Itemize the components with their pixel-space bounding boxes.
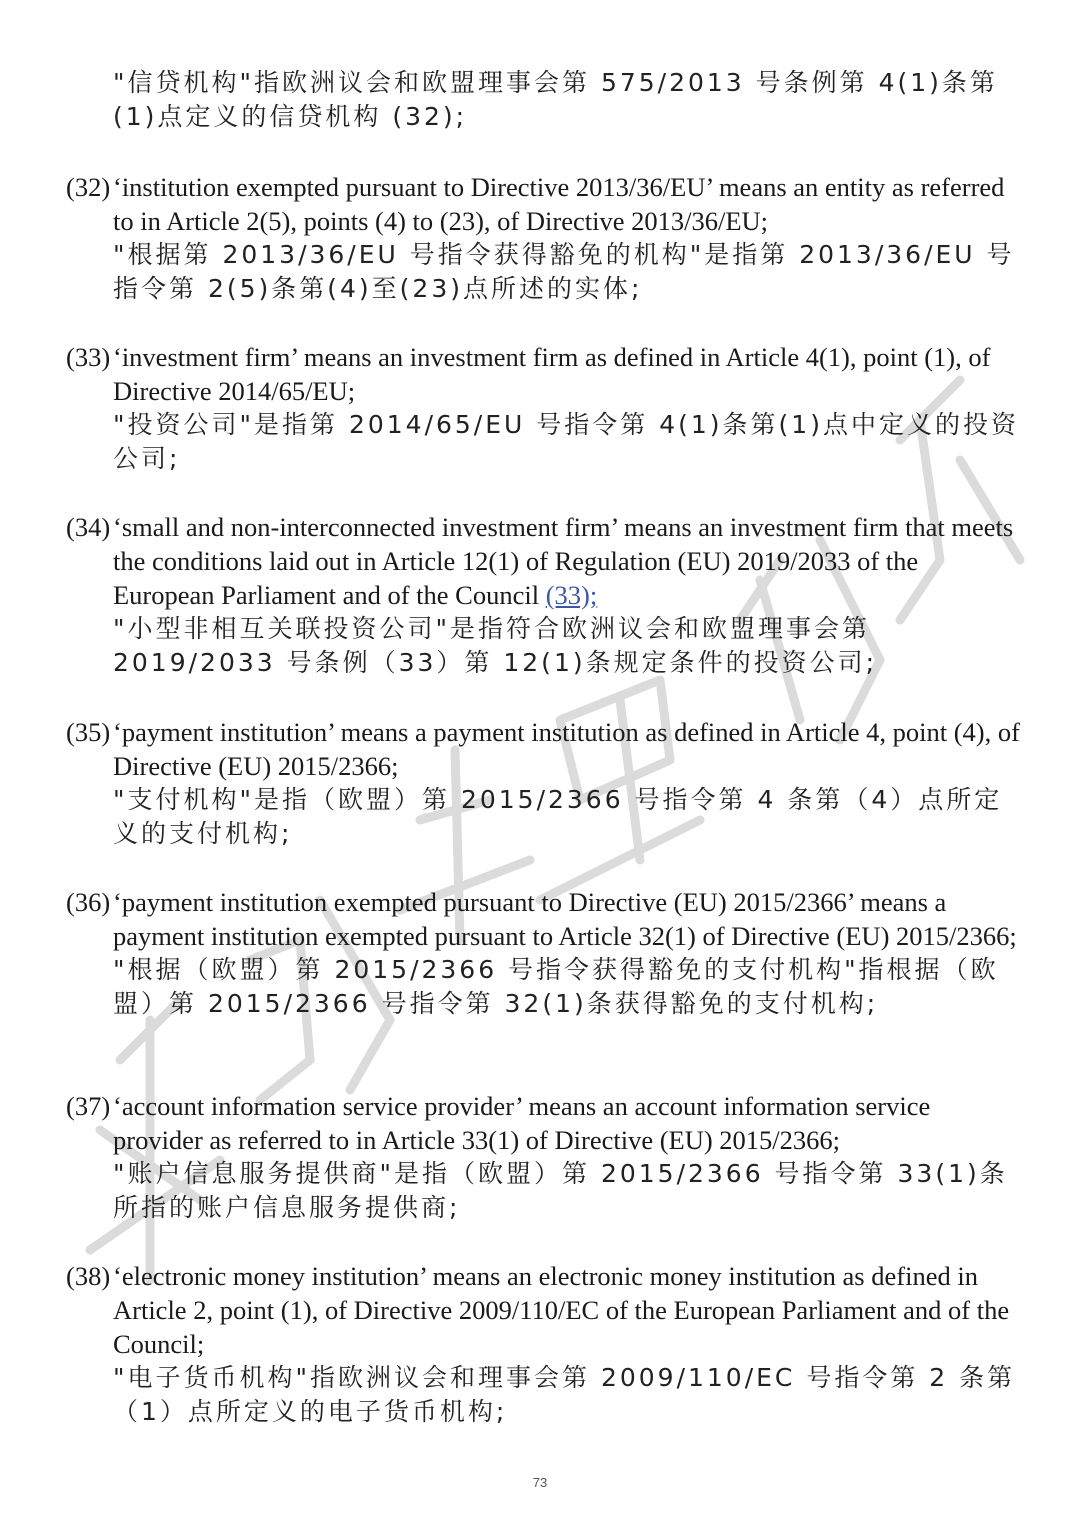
item-number: (35) [66,717,111,747]
definition-item-34 [66,510,1026,680]
item-number: (36) [66,887,111,917]
item-zh-text: "根据第 2013/36/EU 号指令获得豁免的机构"是指第 2013/36/EU 号指令第 2(5)条第(4)至(23)点所述的实体; [113,240,1015,303]
definition-item-38 [66,1259,1026,1429]
item-zh-text: "支付机构"是指（欧盟）第 2015/2366 号指令第 4 条第（4）点所定义的支付机构; [113,785,1003,848]
intro-zh-paragraph: "信贷机构"指欧洲议会和欧盟理事会第 575/2013 号条例第 4(1)条第(1)点定义的信贷机构 (32); [113,68,998,131]
item-zh-text: "根据（欧盟）第 2015/2366 号指令获得豁免的支付机构"指根据（欧盟）第 2015/2366 号指令第 32(1)条获得豁免的支付机构; [113,955,999,1018]
item-number: (33) [66,342,111,372]
item-zh-text: "电子货币机构"指欧洲议会和理事会第 2009/110/EC 号指令第 2 条第（1）点所定义的电子货币机构; [113,1363,1016,1426]
definition-item-35 [66,715,1026,851]
item-zh-text: "小型非相互关联投资公司"是指符合欧洲议会和欧盟理事会第 2019/2033 号条例（33）第 12(1)条规定条件的投资公司; [113,614,878,677]
definition-item-33 [66,340,1026,476]
item-en-text: ‘payment institution’ means a payment institution as defined in Article 4, point (4), of Directive (EU) 2015/2366; [113,717,1020,781]
definition-item-32 [66,170,1026,306]
item-number: (34) [66,512,111,542]
item-number: (32) [66,172,111,202]
footnote-link-33[interactable]: (33); [545,580,598,610]
item-en-text: ‘electronic money institution’ means an electronic money institution as defined in Article 2, point (1), of Directive 2009/110/EC of the European Parliament and of the Council; [113,1261,1010,1359]
item-number: (38) [66,1261,111,1291]
item-en-main: ‘small and non-interconnected investment firm’ means an investment firm that meets the conditions laid out in Article 12(1) of Regulation (EU) 2019/2033 of the European Parliament and of the Council [113,512,1014,610]
item-zh-text: "账户信息服务提供商"是指（欧盟）第 2015/2366 号指令第 33(1)条所指的账户信息服务提供商; [113,1159,1008,1222]
item-zh-text: "投资公司"是指第 2014/65/EU 号指令第 4(1)条第(1)点中定义的投资公司; [113,410,1019,473]
definition-item-36 [66,885,1026,1021]
item-number: (37) [66,1091,111,1121]
item-en-text [113,510,1023,612]
item-en-text: ‘payment institution exempted pursuant to Directive (EU) 2015/2366’ means a payment institution exempted pursuant to Article 32(1) of Directive (EU) 2015/2366; [113,887,1017,951]
item-en-text: ‘investment firm’ means an investment firm as defined in Article 4(1), point (1), of Directive 2014/65/EU; [113,342,991,406]
item-en-text: ‘account information service provider’ means an account information service provider as referred to in Article 33(1) of Directive (EU) 2015/2366; [113,1091,931,1155]
definition-item-37 [66,1089,1026,1225]
page-number: 73 [532,1475,548,1490]
item-en-text: ‘institution exempted pursuant to Directive 2013/36/EU’ means an entity as referred to in Article 2(5), points (4) to (23), of Directive 2013/36/EU; [113,172,1005,236]
